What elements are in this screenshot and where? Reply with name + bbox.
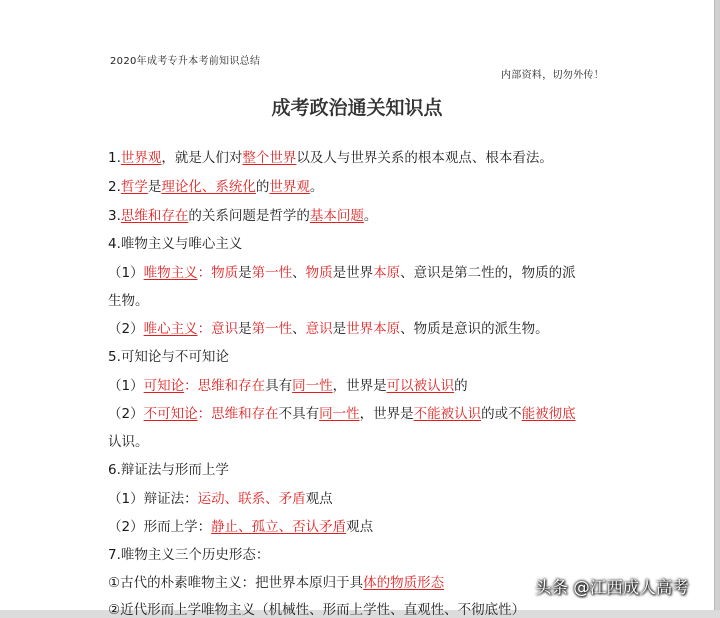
point-6-heading: 6.辩证法与形而上学 bbox=[108, 462, 229, 478]
point-7-heading: 7.唯物主义三个历史形态： bbox=[108, 547, 270, 563]
page-title: 成考政治通关知识点 bbox=[271, 97, 443, 119]
header-left-text: 2020年成考专升本考前知识总结 bbox=[110, 56, 261, 67]
point-5-1: （1）可知论：思维和存在具有同一性，世界是可以被认识的 bbox=[108, 378, 468, 394]
point-6-2: （2）形而上学：静止、孤立、否认矛盾观点 bbox=[108, 519, 374, 535]
point-2: 2.哲学是理论化、系统化的世界观。 bbox=[108, 179, 324, 195]
point-4-heading: 4.唯物主义与唯心主义 bbox=[108, 236, 243, 252]
point-7-2: ②近代形而上学唯物主义（机械性、形而上学性、直观性、不彻底性） bbox=[108, 602, 526, 618]
point-1: 1.世界观，就是人们对整个世界以及人与世界关系的根本观点、根本看法。 bbox=[108, 150, 553, 166]
point-5-2: （2）不可知论：思维和存在不具有同一性，世界是不能被认识的或不能被彻底 bbox=[108, 406, 576, 422]
point-5-2-cont: 认识。 bbox=[108, 434, 149, 450]
header-right-text: 内部资料，切勿外传！ bbox=[501, 70, 604, 81]
page-edge-shadow bbox=[715, 0, 720, 610]
point-4-1: （1）唯物主义：物质是第一性、物质是世界本原、意识是第二性的，物质的派 bbox=[108, 265, 576, 281]
point-5-heading: 5.可知论与不可知论 bbox=[108, 349, 229, 365]
point-6-1: （1）辩证法：运动、联系、矛盾观点 bbox=[108, 491, 333, 507]
point-3: 3.思维和存在的关系问题是哲学的基本问题。 bbox=[108, 208, 378, 224]
point-4-1-cont: 生物。 bbox=[108, 293, 149, 309]
point-7-1: ①古代的朴素唯物主义：把世界本原归于具体的物质形态 bbox=[108, 575, 445, 591]
watermark-text: 头条 @江西成人高考 bbox=[535, 578, 689, 597]
point-4-2: （2）唯心主义：意识是第一性、意识是世界本原、物质是意识的派生物。 bbox=[108, 321, 549, 337]
